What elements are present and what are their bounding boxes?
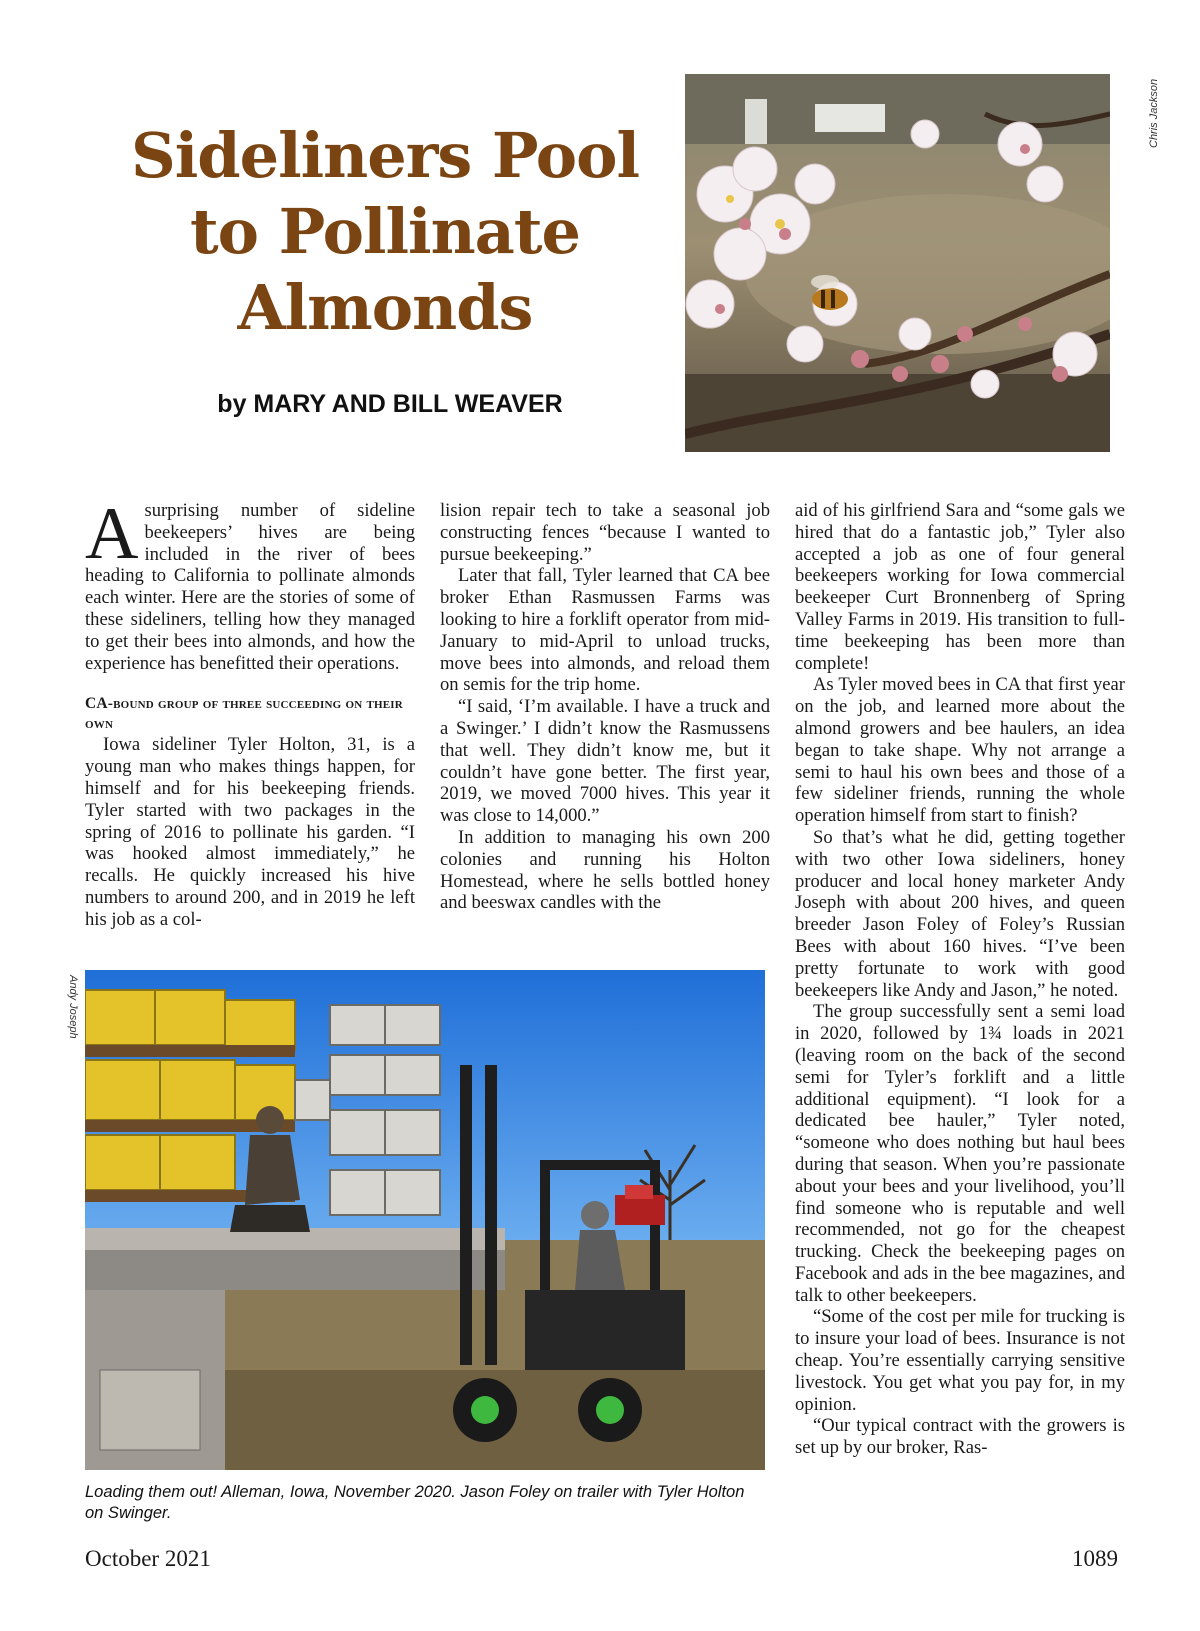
- paragraph: “Some of the cost per mile for trucking is to insure your load of bees. Insurance is not cheap. You’re essentially carrying sensitive livestock. You get what you pay for, in my opinion.: [795, 1306, 1125, 1415]
- title-line-2: to Pollinate: [190, 195, 580, 268]
- photo-caption: Loading them out! Alleman, Iowa, November 2020. Jason Foley on trailer with Tyler Holton on Swinger.: [85, 1483, 745, 1522]
- issue-date: October 2021: [85, 1546, 211, 1571]
- top-photo-credit: Chris Jackson: [1148, 78, 1160, 148]
- article-title: [95, 118, 675, 346]
- paragraph: “I said, ‘I’m available. I have a truck and a Swinger.’ I didn’t know the Rasmussens that well. They didn’t know me, but it couldn’t have gone better. The first year, 2019, we moved 7000 hives. This year it was close to 14,000.”: [440, 696, 770, 827]
- paragraph: As Tyler moved bees in CA that first year on the job, and learned more about the almond growers and bee haulers, an idea began to take shape. Why not arrange a semi to haul his own bees and those of a few sideliner friends, running the whole operation himself from start to finish?: [795, 674, 1125, 827]
- paragraph: aid of his girlfriend Sara and “some gals we hired that do a fantastic job,” Tyler also accepted a job as one of four general beekeepers working for Iowa commercial beekeeper Curt Bronnenberg of Spring Valley Farms in 2019. His transition to full-time beekeeping has been more than complete!: [795, 500, 1125, 674]
- title-line-3: Almonds: [237, 271, 533, 344]
- paragraph: In addition to managing his own 200 colonies and running his Holton Homestead, where he sells bottled honey and beeswax candles with the: [440, 826, 770, 914]
- page-number: 1089: [1072, 1546, 1118, 1571]
- intro-paragraph: [85, 493, 415, 674]
- paragraph: Later that fall, Tyler learned that CA bee broker Ethan Rasmussen Farms was looking to hire a forklift operator from mid-January to mid-April to unload trucks, move bees into almonds, and reload them on semis for the trip home.: [440, 565, 770, 696]
- drop-cap: A: [85, 493, 139, 575]
- byline: by MARY AND BILL WEAVER: [217, 390, 563, 418]
- paragraph: “Our typical contract with the growers is set up by our broker, Ras-: [795, 1415, 1125, 1459]
- section-subhead: CA-bound group of three succeeding on their own: [85, 695, 403, 733]
- loading-hives-photo: [85, 970, 765, 1470]
- almond-blossom-photo: [685, 74, 1110, 452]
- bottom-photo-credit: Andy Joseph: [67, 975, 79, 1039]
- column-3: [795, 500, 1125, 1459]
- column-1: [85, 493, 415, 931]
- paragraph: So that’s what he did, getting together with two other Iowa sideliners, honey producer and local honey marketer Andy Joseph with about 200 hives, and queen breeder Jason Foley of Foley’s Russian Bees with about 160 hives. “I’ve been pretty fortunate to work with good beekeepers like Andy and Jason,” he noted.: [795, 826, 1125, 1001]
- paragraph: lision repair tech to take a seasonal job constructing fences “because I wanted to pursue beekeeping.”: [440, 500, 770, 565]
- title-line-1: Sideliners Pool: [130, 119, 640, 192]
- paragraph: The group successfully sent a semi load in 2020, followed by 1¾ loads in 2021 (leaving room on the back of the second semi for Tyler’s forklift and a little additional equipment). “I look for a dedicated bee hauler,” Tyler noted, “someone who does nothing but haul bees during that season. When you’re passionate about your bees and your livelihood, you’ll find someone who is reputable and well recommended, not go for the cheapest trucking. Check the beekeeping pages on Facebook and ads in the bee magazines, and talk to other beekeepers.: [795, 1001, 1125, 1306]
- forklift-loading-hives-photo-icon: [85, 970, 765, 1470]
- almond-blossom-bee-photo-icon: [685, 74, 1110, 452]
- paragraph: Iowa sideliner Tyler Holton, 31, is a young man who makes things happen, for himself and for his beekeeping friends. Tyler started with two packages in the spring of 2016 to pollinate his garden. “I was hooked almost immediately,” he recalls. He quickly increased his hive numbers to around 200, and in 2019 he left his job as a col-: [85, 734, 415, 930]
- intro-text: surprising number of sideline beekeepers’ hives are being included in the river of bees heading to California to pollinate almonds each winter. Here are the stories of some of these sideliners, telling how they managed to get their bees into almonds, and how the experience has benefitted their operations.: [85, 500, 415, 674]
- column-2: [440, 500, 770, 914]
